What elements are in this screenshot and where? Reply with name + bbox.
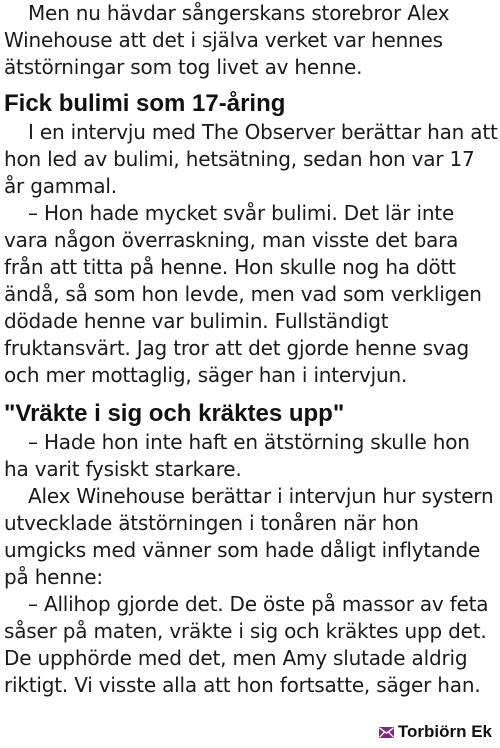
- section-heading-bulimia: Fick bulimi som 17-åring: [4, 90, 286, 117]
- author-byline[interactable]: [379, 722, 492, 742]
- article-body: [4, 0, 498, 699]
- body-paragraph: I en intervju med The Observer berättar han att hon led av bulimi, hetsätning, sedan hon var 17 år gammal.: [4, 120, 498, 198]
- quote-paragraph: – Hade hon inte haft en ätstörning skulle hon ha varit fysiskt starkare.: [4, 430, 470, 481]
- body-paragraph: Alex Winehouse berättar i intervjun hur systern utvecklade ätstörningen i tonåren när hon umgicks med vänner som hade dåligt inflytande på henne:: [4, 484, 494, 589]
- section-heading-quote: "Vräkte i sig och kräktes upp": [4, 400, 345, 427]
- intro-paragraph: Men nu hävdar sångerskans storebror Alex Winehouse att det i själva verket var hennes ätstörningar som tog livet av henne.: [4, 1, 450, 79]
- mail-icon: [379, 727, 394, 738]
- author-name: Torbiörn Ek: [397, 722, 492, 741]
- quote-paragraph: – Allihop gjorde det. De öste på massor av feta såser på maten, vräkte i sig och kräktes upp det. De upphörde med det, men Amy slutade aldrig riktigt. Vi visste alla att hon fortsatte, säger han.: [4, 592, 489, 697]
- quote-paragraph: – Hon hade mycket svår bulimi. Det lär inte vara någon överraskning, man visste det bara från att titta på henne. Hon skulle nog ha dött ändå, så som hon levde, men vad som verkligen dödade henne var bulimin. Fullständigt fruktansvärt. Jag tror att det gjorde henne svag och mer mottaglig, säger han i intervjun.: [4, 201, 482, 387]
